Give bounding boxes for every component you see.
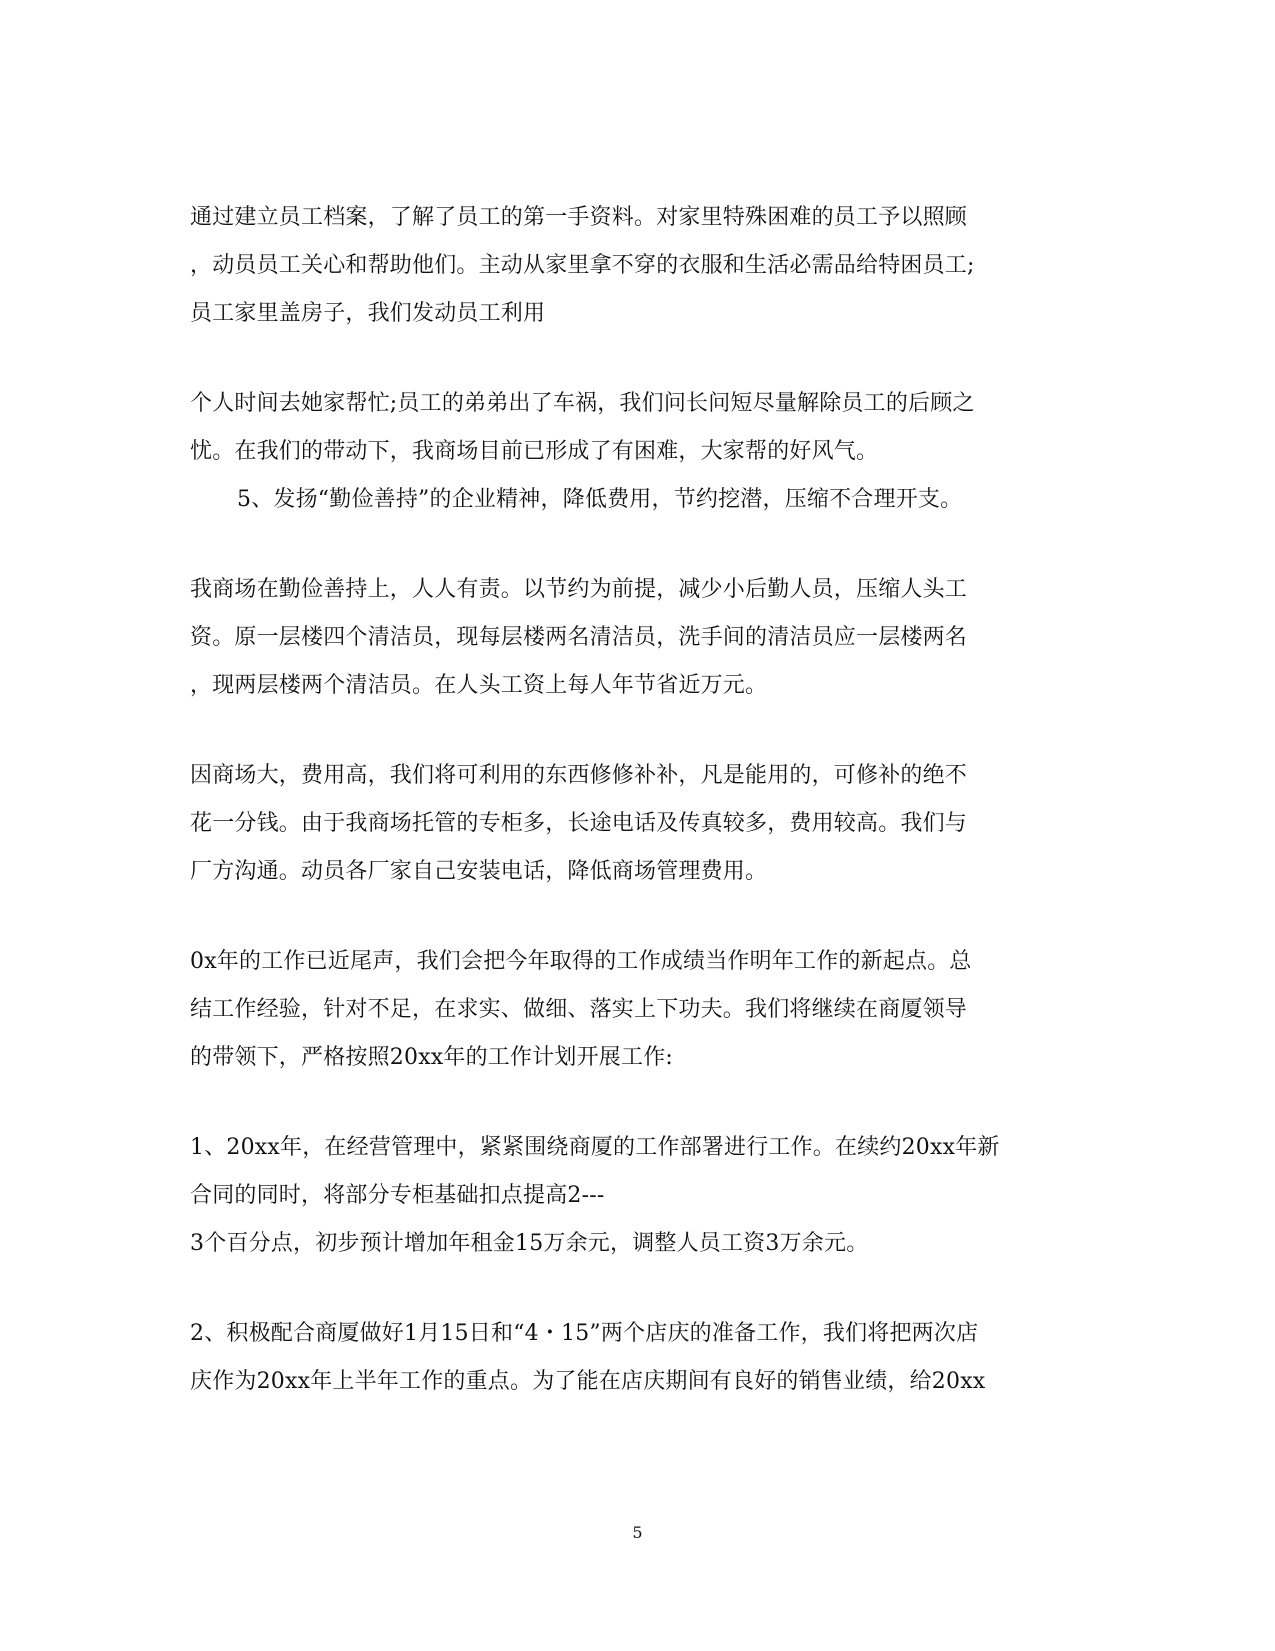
text-line: 因商场大，费用高，我们将可利用的东西修修补补，凡是能用的，可修补的绝不 — [190, 763, 968, 788]
text-line: 我商场在勤俭善持上，人人有责。以节约为前提，减少小后勤人员，压缩人头工 — [190, 577, 968, 602]
text-line: 厂方沟通。动员各厂家自己安装电话，降低商场管理费用。 — [190, 859, 768, 884]
text-line: 3个百分点，初步预计增加年租金15万余元，调整人员工资3万余元。 — [190, 1231, 869, 1256]
text-line: 庆作为20xx年上半年工作的重点。为了能在店庆期间有良好的销售业绩，给20xx — [190, 1369, 986, 1394]
page-number: 5 — [632, 1523, 643, 1542]
text-line: 合同的同时，将部分专柜基础扣点提高2--- — [190, 1183, 605, 1208]
text-line: 资。原一层楼四个清洁员，现每层楼两名清洁员，洗手间的清洁员应一层楼两名 — [190, 625, 968, 650]
text-line: 2、积极配合商厦做好1月15日和“4・15”两个店庆的准备工作，我们将把两次店 — [190, 1321, 979, 1346]
text-line: ，现两层楼两个清洁员。在人头工资上每人年节省近万元。 — [190, 673, 768, 698]
section-heading: 5、发扬“勤俭善持”的企业精神，降低费用，节约挖潜，压缩不合理开支。 — [237, 487, 963, 512]
text-line: 结工作经验，针对不足，在求实、做细、落实上下功夫。我们将继续在商厦领导 — [190, 997, 968, 1022]
text-line: 1、20xx年，在经营管理中，紧紧围绕商厦的工作部署进行工作。在续约20xx年新 — [190, 1135, 1000, 1160]
text-line: 的带领下，严格按照20xx年的工作计划开展工作: — [190, 1045, 674, 1070]
text-line: 花一分钱。由于我商场托管的专柜多，长途电话及传真较多，费用较高。我们与 — [190, 811, 968, 836]
text-line: 员工家里盖房子，我们发动员工利用 — [190, 301, 546, 326]
text-line: 通过建立员工档案，了解了员工的第一手资料。对家里特殊困难的员工予以照顾 — [190, 205, 968, 230]
text-line: ，动员员工关心和帮助他们。主动从家里拿不穿的衣服和生活必需品给特困员工; — [190, 253, 975, 278]
text-line: 个人时间去她家帮忙;员工的弟弟出了车祸，我们问长问短尽量解除员工的后顾之 — [190, 391, 975, 416]
text-line: 0x年的工作已近尾声，我们会把今年取得的工作成绩当作明年工作的新起点。总 — [190, 949, 972, 974]
text-line: 忧。在我们的带动下，我商场目前已形成了有困难，大家帮的好风气。 — [190, 439, 879, 464]
